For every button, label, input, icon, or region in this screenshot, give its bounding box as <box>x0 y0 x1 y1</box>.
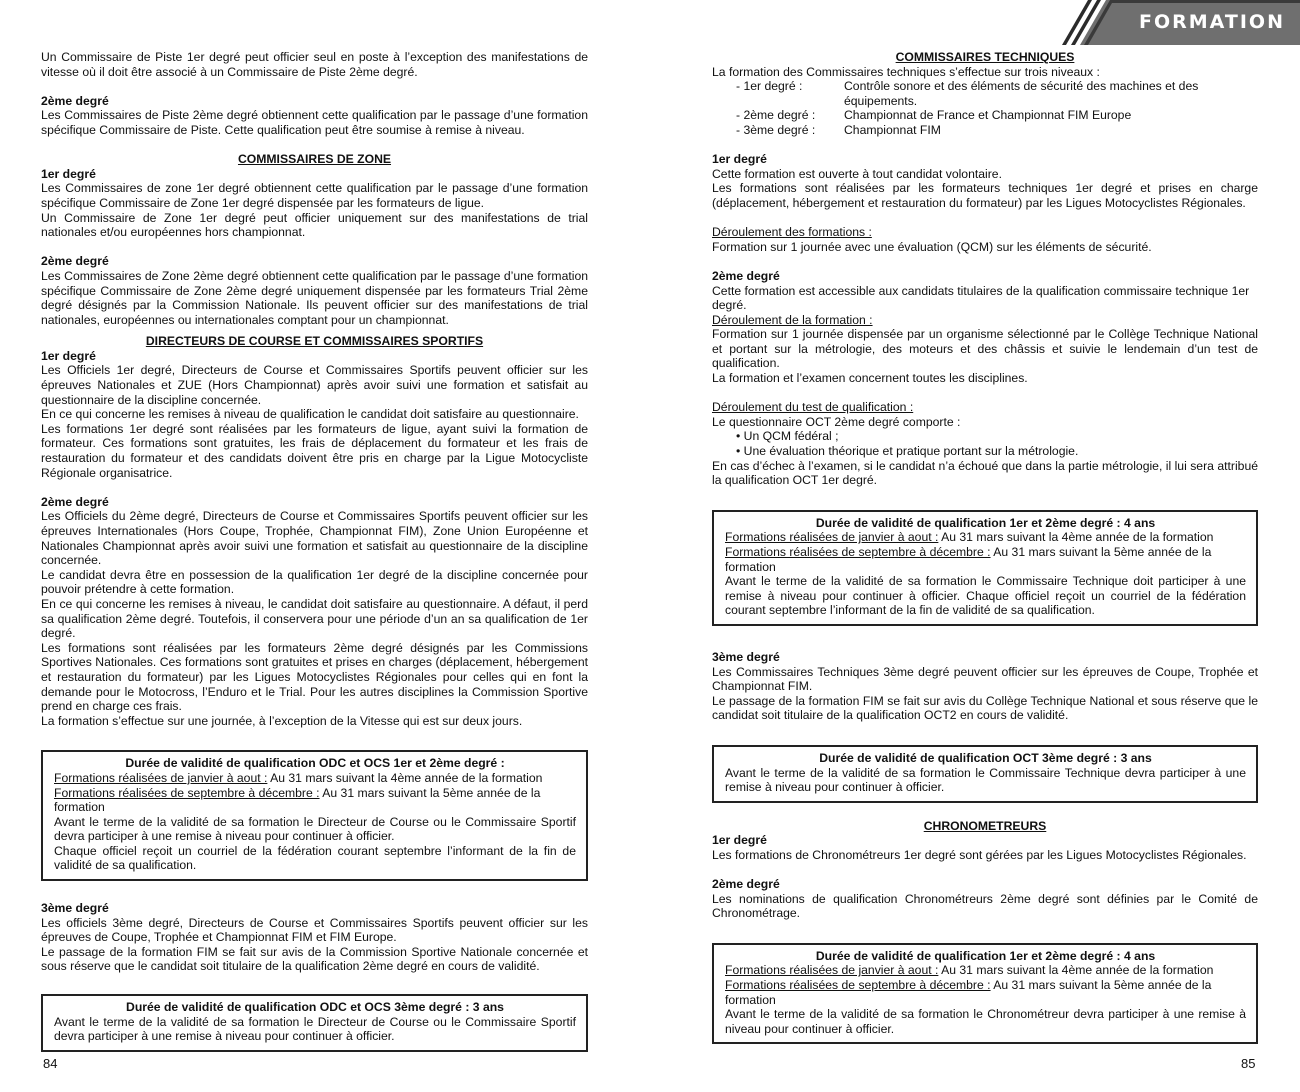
dir3-title: 3ème degré <box>41 901 109 916</box>
left-page <box>41 50 588 1052</box>
tech2-title: 2ème degré <box>712 268 780 283</box>
dir1-text-a: Les Officiels 1er degré, Directeurs de Course et Commissaires Sportifs peuvent officier sur les épreuves Nationales et ZUE (Hors Championnat) après avoir suivi une formation et satisfait au questionnaire de la discipline concernée. <box>41 363 588 407</box>
box-title: Durée de validité de qualification ODC et OCS 1er et 2ème degré : <box>125 756 505 771</box>
zone1-text-a: Les Commissaires de zone 1er degré obtiennent cette qualification par le passage d’une formation spécifique Commissaire de Zone 1er degré dispensée par les formateurs de ligue. <box>41 181 588 210</box>
tech2-text-b: Formation sur 1 journée dispensée par un organisme sélectionné par le Collège Technique National et portant sur la métrologie, des moteurs et des châssis et suivie le lendemain d’un test de qualification. <box>712 327 1258 371</box>
box-line: Formations réalisées de janvier à aout : Au 31 mars suivant la 4ème année de la formation <box>725 530 1214 545</box>
box-line: Formations réalisées de janvier à aout : Au 31 mars suivant la 4ème année de la formation <box>725 963 1214 978</box>
tech2-test-label: Déroulement du test de qualification : <box>712 400 914 415</box>
piste-intro: Un Commissaire de Piste 1er degré peut officier seul en poste à l’exception des manifestations de vitesse où il doit être associé à un Commissaire de Piste 2ème degré. <box>41 50 588 79</box>
section-label: FORMATION <box>1139 11 1285 33</box>
tech2-text-d: En cas d’échec à l’examen, si le candidat n’a échoué que dans la partie métrologie, il lui sera attribué la qualification OCT 1er degré. <box>712 458 1258 488</box>
validity-box-chrono-1-2 <box>712 943 1258 1045</box>
tech2-test-intro: Le questionnaire OCT 2ème degré comporte : <box>712 414 961 429</box>
tech-intro: La formation des Commissaires techniques s’effectue sur trois niveaux : <box>712 64 1100 79</box>
box-line: Formations réalisées de janvier à aout : Au 31 mars suivant la 4ème année de la formation <box>54 770 543 785</box>
tech1-title: 1er degré <box>712 152 767 167</box>
box-text: Avant le terme de la validité de sa formation le Chronométreur devra participer à une remise à niveau pour continuer à officier. <box>725 1007 1246 1036</box>
dir2-text-a: Les Officiels du 2ème degré, Directeurs de Course et Commissaires Sportifs peuvent officier sur les épreuves Internationales (Hors Coupe, Trophée, Championnat FIM), Zone Union Européenne et Nationales Championnat après avoir suivi une formation et satisfait au questionnaire de la discipline concernée. <box>41 509 588 568</box>
page-number-right: 85 <box>1241 1056 1256 1071</box>
page-number-left: 84 <box>43 1056 58 1071</box>
validity-box-odc-ocs-1-2 <box>41 750 588 881</box>
validity-box-odc-ocs-3 <box>41 994 588 1052</box>
tech-heading: COMMISSAIRES TECHNIQUES <box>895 50 1075 64</box>
validity-box-oct-3 <box>712 745 1258 803</box>
dir3-text-a: Les officiels 3ème degré, Directeurs de Course et Commissaires Sportifs peuvent officier sur les épreuves de Coupe, Trophée et Championnat FIM et FIM Europe. <box>41 915 588 945</box>
tech2-text-a: Cette formation est accessible aux candidats titulaires de la qualification commissaire technique 1er degré. <box>712 283 1250 313</box>
zone1-text-b: Un Commissaire de Zone 1er degré peut officier uniquement sur des manifestations de trial nationales et/ou européennes hors championnat. <box>41 210 588 240</box>
tech2-deroulement-label: Déroulement de la formation : <box>712 312 873 327</box>
directeurs-heading: DIRECTEURS DE COURSE ET COMMISSAIRES SPORTIFS <box>145 334 484 349</box>
tech3-title: 3ème degré <box>712 649 780 664</box>
chrono2-title: 2ème degré <box>712 877 780 892</box>
list-item: • Un QCM fédéral ; <box>736 429 839 444</box>
list-item: - 3ème degré : Championnat FIM <box>736 122 941 137</box>
box-line: Formations réalisées de septembre à décembre : Au 31 mars suivant la 5ème année de la formation <box>725 545 1212 574</box>
list-item: - 1er degré : Contrôle sonore et des éléments de sécurité des machines et des équipements. <box>736 79 1199 108</box>
dir2-text-b: Le candidat devra être en possession de la qualification 1er degré de la discipline concernée pour pouvoir prétendre à cette formation. <box>41 567 588 597</box>
box-text: Avant le terme de la validité de sa formation le Commissaire Technique devra participer à une remise à niveau pour continuer à officier. <box>725 765 1246 795</box>
chrono-heading: CHRONOMETREURS <box>923 818 1047 833</box>
tech1-deroulement-text: Formation sur 1 journée avec une évaluation (QCM) sur les éléments de sécurité. <box>712 239 1152 254</box>
dir3-text-b: Le passage de la formation FIM se fait sur avis de la Commission Sportive Nationale concernée et sous réserve que le candidat soit titulaire de la qualification 2ème degré en cours de validité. <box>41 944 588 974</box>
tech2-text-c: La formation et l’examen concernent toutes les disciplines. <box>712 371 1028 386</box>
zone2-title: 2ème degré <box>41 254 109 269</box>
box-title: Durée de validité de qualification 1er et 2ème degré : 4 ans <box>815 515 1156 530</box>
box-text: Avant le terme de la validité de sa formation le Directeur de Course ou le Commissaire Sportif devra participer à une remise à niveau pour continuer à officier. <box>54 1014 576 1044</box>
box-title: Durée de validité de qualification ODC et OCS 3ème degré : 3 ans <box>126 1000 504 1015</box>
chrono1-title: 1er degré <box>712 833 767 848</box>
tech1-text-a: Cette formation est ouverte à tout candidat volontaire. <box>712 166 1002 181</box>
dir2-text-d: Les formations sont réalisées par les formateurs 2ème degré désignés par les Commissions Sportives Nationales. Ces formations sont gratuites et prises en charges (déplacement, hébergement et restauration du formateur) par les Ligues Motocyclistes Régionales pour celles qui en font la demande pour le Motocross, l’Enduro et le Trial. Pour les autres disciplines la Commission Sportive prend en charge ces frais. <box>41 640 588 714</box>
right-page <box>712 50 1258 1044</box>
piste2-text: Les Commissaires de Piste 2ème degré obtiennent cette qualification par le passage d’une formation spécifique Commissaire de Piste. Cette qualification peut être soumise à remise à niveau. <box>41 108 588 137</box>
box-line: Formations réalisées de septembre à décembre : Au 31 mars suivant la 5ème année de la formation <box>54 785 541 815</box>
dir2-text-c: En ce qui concerne les remises à niveau, le candidat doit satisfaire au questionnaire. A défaut, il perd sa qualification 2ème degré. Toutefois, il conservera pour une période d’un an sa qualification de 1er degré. <box>41 596 588 641</box>
tech1-deroulement-label: Déroulement des formations : <box>712 225 872 240</box>
list-item: • Une évaluation théorique et pratique portant sur la métrologie. <box>736 444 1079 459</box>
box-title: Durée de validité de qualification 1er et 2ème degré : 4 ans <box>815 948 1156 963</box>
validity-box-tech-1-2 <box>712 510 1258 626</box>
list-item: - 2ème degré : Championnat de France et Championnat FIM Europe <box>736 108 1132 123</box>
box-line: Formations réalisées de septembre à décembre : Au 31 mars suivant la 5ème année de la formation <box>725 978 1212 1007</box>
dir2-text-e: La formation s’effectue sur une journée, à l’exception de la Vitesse qui est sur deux jours. <box>41 713 523 728</box>
tech3-text-b: Le passage de la formation FIM se fait sur avis du Collège Technique National et sous réserve que le candidat soit titulaire de la qualification OCT2 en cours de validité. <box>712 693 1258 723</box>
piste2-title: 2ème degré <box>41 93 109 108</box>
chrono1-text: Les formations de Chronométreurs 1er degré sont gérées par les Ligues Motocyclistes Régionales. <box>712 847 1247 862</box>
dir1-text-c: Les formations 1er degré sont réalisées par les formateurs de ligue, ayant suivi la formation de formateur. Ces formations sont gratuites, les frais de déplacement du formateur et les frais de restauration du formateur et des candidats doivent être pris en charge par la Ligue Motocycliste Régionale organisatrice. <box>41 421 588 480</box>
chrono2-text: Les nominations de qualification Chronométreurs 2ème degré sont définies par le Comité de Chronométrage. <box>712 891 1258 921</box>
box-title: Durée de validité de qualification OCT 3ème degré : 3 ans <box>819 750 1152 765</box>
box-text: Chaque officiel reçoit un courriel de la fédération courant septembre l’informant de la fin de validité de sa qualification. <box>54 843 576 873</box>
dir1-text-b: En ce qui concerne les remises à niveau de qualification le candidat doit satisfaire au questionnaire. <box>41 407 579 422</box>
dir2-title: 2ème degré <box>41 494 109 509</box>
tech3-text-a: Les Commissaires Techniques 3ème degré peuvent officier sur les épreuves de Coupe, Trophée et Championnat FIM. <box>712 664 1258 694</box>
tech1-text-b: Les formations sont réalisées par les formateurs techniques 1er degré et prises en charge (déplacement, hébergement et restauration du formateur) par les Ligues Motocyclistes Régionales. <box>712 181 1258 210</box>
dir1-title: 1er degré <box>41 348 96 363</box>
zone-heading: COMMISSAIRES DE ZONE <box>237 152 392 167</box>
zone2-text: Les Commissaires de Zone 2ème degré obtiennent cette qualification par le passage d’une formation spécifique Commissaire de Zone 2ème degré uniquement dispensée par les formateurs Trial 2ème degré désignés par la Commission Nationale. Ils peuvent officier sur des manifestations de trial nationales, européennes ou internationales comptant pour un championnat. <box>41 268 588 327</box>
section-header-band <box>1062 0 1300 45</box>
box-text: Avant le terme de la validité de sa formation le Directeur de Course ou le Commissaire Sportif devra participer à une remise à niveau pour continuer à officier. <box>54 814 576 844</box>
tech-levels-list <box>712 79 1258 137</box>
box-text: Avant le terme de la validité de sa formation le Commissaire Technique doit participer à une remise à niveau pour continuer à officier. Chaque officiel reçoit un courriel de la fédération courant septembre l’informant de la fin de validité de sa qualification. <box>725 574 1246 618</box>
zone1-title: 1er degré <box>41 166 96 181</box>
